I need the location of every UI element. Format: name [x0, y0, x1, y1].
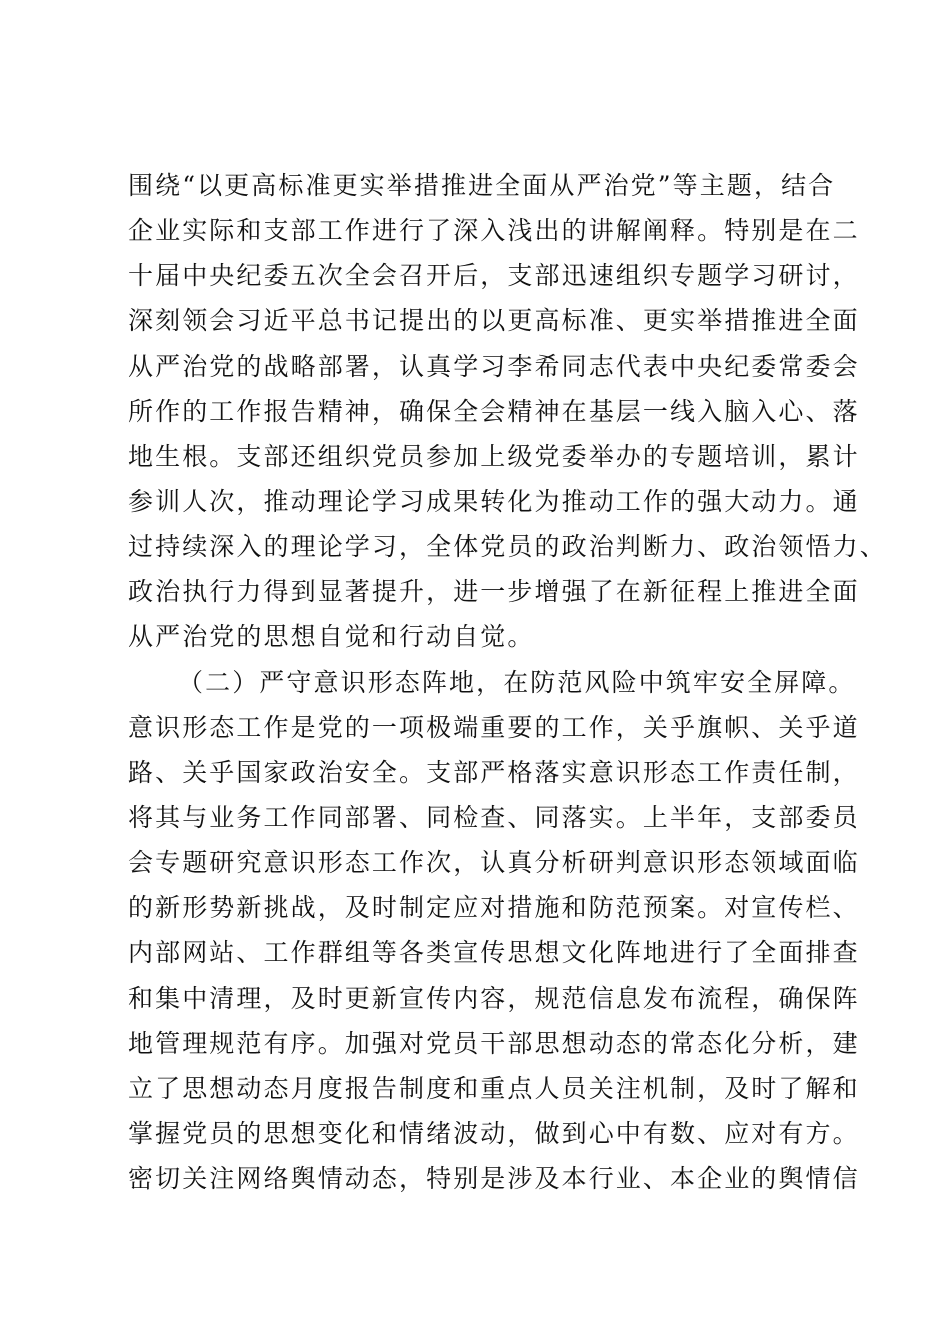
text-line: 将其与业务工作同部署、同检查、同落实。上半年，支部委员: [128, 802, 860, 832]
text-line: 地生根。支部还组织党员参加上级党委举办的专题培训，累计: [128, 441, 860, 471]
text-line: 从严治党的战略部署，认真学习李希同志代表中央纪委常委会: [128, 351, 860, 381]
document-body: [128, 163, 887, 1201]
text-line: 密切关注网络舆情动态，特别是涉及本行业、本企业的舆情信: [128, 1164, 860, 1194]
text-line: 地管理规范有序。加强对党员干部思想动态的常态化分析，建: [128, 1028, 860, 1058]
text-line: 所作的工作报告精神，确保全会精神在基层一线入脑入心、落: [128, 396, 860, 426]
paragraph-ideology-work: [128, 660, 860, 1202]
text-line: 掌握党员的思想变化和情绪波动，做到心中有数、应对有方。: [128, 1118, 860, 1148]
text-line: 从严治党的思想自觉和行动自觉。: [128, 622, 535, 652]
text-line: 过持续深入的理论学习，全体党员的政治判断力、政治领悟力、: [128, 532, 887, 562]
text-line: 政治执行力得到显著提升，进一步增强了在新征程上推进全面: [128, 577, 860, 607]
text-line: 的新形势新挑战，及时制定应对措施和防范预案。对宣传栏、: [128, 893, 860, 923]
section-heading: （二）严守意识形态阵地，在防范风险中筑牢安全屏障。: [178, 667, 856, 697]
text-line: 立了思想动态月度报告制度和重点人员关注机制，及时了解和: [128, 1073, 860, 1103]
text-line: 深刻领会习近平总书记提出的以更高标准、更实举措推进全面: [128, 306, 860, 336]
text-line: 围绕“以更高标准更实举措推进全面从严治党”等主题，结合: [128, 171, 836, 200]
paragraph-theory-study: [128, 163, 887, 660]
text-line: 意识形态工作是党的一项极端重要的工作，关乎旗帜、关乎道: [128, 712, 860, 742]
text-line: 和集中清理，及时更新宣传内容，规范信息发布流程，确保阵: [128, 983, 860, 1013]
text-line: 企业实际和支部工作进行了深入浅出的讲解阐释。特别是在二: [128, 216, 860, 246]
text-line: 内部网站、工作群组等各类宣传思想文化阵地进行了全面排查: [128, 938, 860, 968]
text-line: 会专题研究意识形态工作次，认真分析研判意识形态领域面临: [128, 848, 860, 878]
text-line: 十届中央纪委五次全会召开后，支部迅速组织专题学习研讨，: [128, 261, 860, 291]
text-line: 参训人次，推动理论学习成果转化为推动工作的强大动力。通: [128, 486, 860, 516]
text-line: 路、关乎国家政治安全。支部严格落实意识形态工作责任制，: [128, 757, 860, 787]
